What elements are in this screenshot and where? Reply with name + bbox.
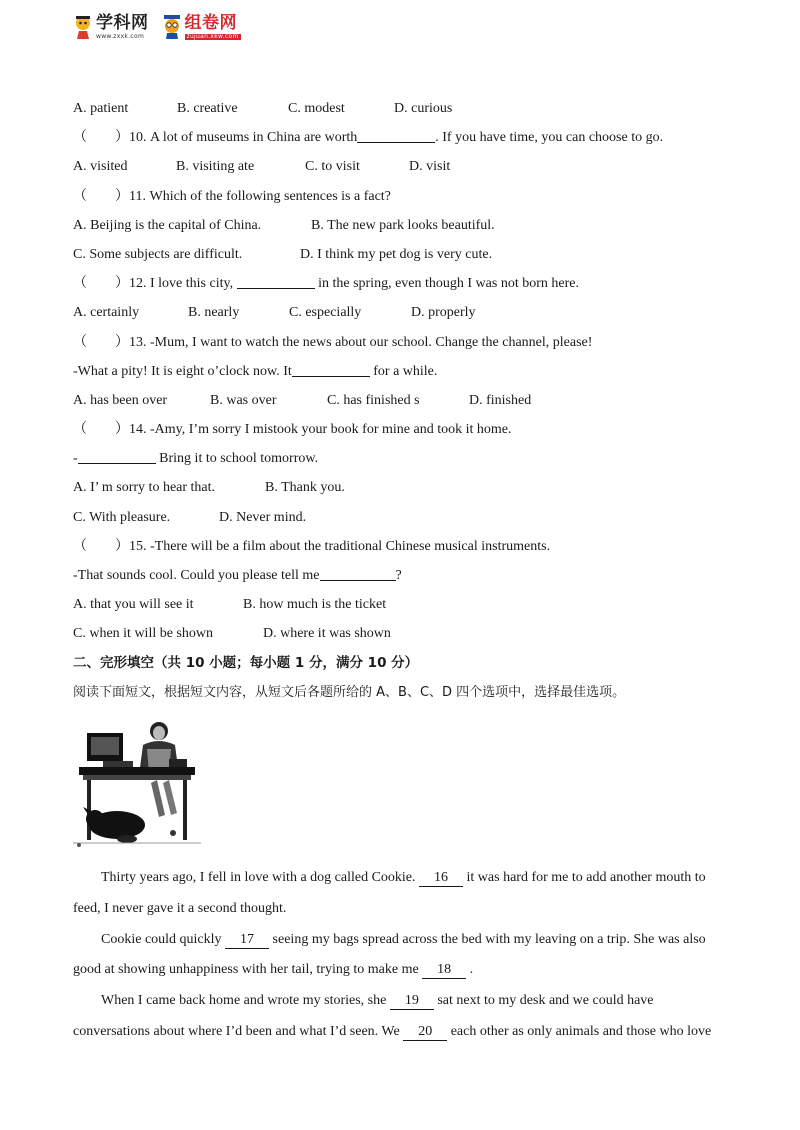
- q13-stem: [73, 328, 733, 357]
- q10-options: [73, 152, 733, 181]
- q12-stem: [73, 269, 733, 298]
- q15-dialogue-post: ?: [395, 568, 402, 583]
- passage-line-4: [73, 955, 733, 986]
- passage-line-3: [73, 925, 733, 956]
- q13-option-c[interactable]: C. has finished s: [327, 392, 420, 408]
- q14-answer-paren[interactable]: （ ）: [73, 422, 129, 438]
- zujuan-logo[interactable]: [161, 14, 241, 40]
- q11-answer-paren[interactable]: （ ）: [73, 188, 129, 204]
- passage-text: sat next to my desk and we could have: [433, 993, 654, 1009]
- q11-options-row1: [73, 211, 733, 240]
- q15-blank[interactable]: [320, 565, 396, 581]
- passage-text: .: [466, 962, 474, 978]
- blank-19[interactable]: 19: [390, 993, 434, 1010]
- blank-16[interactable]: 16: [419, 870, 463, 887]
- q15-answer-paren[interactable]: （ ）: [73, 538, 129, 554]
- zxxk-logo[interactable]: [72, 14, 149, 40]
- q12-blank[interactable]: [237, 273, 315, 289]
- q11-options-row2: [73, 240, 733, 269]
- q14-text: 14. -Amy, I’m sorry I mistook your book for mine and took it home.: [129, 422, 512, 438]
- q15-option-c[interactable]: C. when it will be shown: [73, 626, 213, 642]
- q15-dialogue: [73, 561, 733, 590]
- blank-18[interactable]: 18: [422, 962, 466, 979]
- q12-option-d[interactable]: D. properly: [411, 305, 476, 321]
- q13-dialogue: [73, 357, 733, 386]
- q12-answer-paren[interactable]: （ ）: [73, 276, 129, 292]
- q14-dialogue-pre: -: [73, 451, 78, 467]
- q13-blank[interactable]: [292, 361, 370, 377]
- q11-stem: [73, 182, 733, 211]
- q9-option-b[interactable]: B. creative: [177, 101, 238, 116]
- q15-options-row1: [73, 590, 733, 619]
- q15-option-a[interactable]: A. that you will see it: [73, 597, 194, 613]
- passage-photo: [73, 715, 201, 853]
- q11-option-d[interactable]: D. I think my pet dog is very cute.: [300, 246, 493, 262]
- logo2-title: 组卷网: [184, 12, 237, 33]
- q9-option-c[interactable]: C. modest: [288, 101, 345, 116]
- q12-options: [73, 298, 733, 327]
- question-content: [73, 94, 733, 1048]
- q15-text: 15. -There will be a film about the traditional Chinese musical instruments.: [129, 538, 551, 554]
- q11-option-b[interactable]: B. The new park looks beautiful.: [311, 217, 495, 233]
- cloze-passage: [73, 863, 733, 1048]
- q13-text: 13. -Mum, I want to watch the news about our school. Change the channel, please!: [129, 334, 593, 350]
- q15-options-row2: [73, 619, 733, 648]
- q9-option-a[interactable]: A. patient: [73, 101, 129, 116]
- q10-blank[interactable]: [357, 127, 435, 143]
- mascot-icon: [72, 14, 94, 40]
- q11-option-c[interactable]: C. Some subjects are difficult.: [73, 246, 243, 262]
- section-instruction: 阅读下面短文，根据短文内容，从短文后各题所给的 A、B、C、D 四个选项中，选择最佳选项。: [73, 684, 626, 700]
- q14-options-row1: [73, 473, 733, 502]
- passage-text: conversations about where I’d been and what I’d seen. We: [73, 1023, 404, 1039]
- q14-option-b[interactable]: B. Thank you.: [265, 480, 345, 496]
- q12-option-b[interactable]: B. nearly: [188, 305, 240, 321]
- q13-option-b[interactable]: B. was over: [210, 392, 277, 408]
- q10-stem: [73, 123, 733, 152]
- logo1-url: www.zxxk.com: [96, 32, 145, 40]
- q13-options: [73, 386, 733, 415]
- q14-option-d[interactable]: D. Never mind.: [219, 509, 307, 525]
- q13-dialogue-post: for a while.: [369, 363, 438, 379]
- q14-dialogue: [73, 444, 733, 473]
- section-title-cloze: 二、完形填空（共 10 小题；每小题 1 分，满分 10 分）: [73, 654, 419, 671]
- passage-text: it was hard for me to add another mouth to: [463, 869, 706, 885]
- passage-line-1: [73, 863, 733, 894]
- q14-options-row2: [73, 503, 733, 532]
- q12-option-a[interactable]: A. certainly: [73, 305, 140, 321]
- q13-option-a[interactable]: A. has been over: [73, 392, 168, 408]
- passage-line-2: [73, 894, 733, 925]
- passage-text: Cookie could quickly: [101, 931, 226, 947]
- logo2-url: zujuan.xkw.com: [186, 32, 239, 40]
- passage-text: feed, I never gave it a second thought.: [73, 900, 287, 916]
- q10-text-pre: 10. A lot of museums in China are worth: [129, 130, 358, 146]
- q15-option-d[interactable]: D. where it was shown: [263, 626, 391, 642]
- passage-line-6: [73, 1017, 733, 1048]
- q13-dialogue-pre: -What a pity! It is eight o’clock now. It: [73, 363, 292, 379]
- q15-option-b[interactable]: B. how much is the ticket: [243, 597, 387, 613]
- passage-text: good at showing unhappiness with her tail, trying to make me: [73, 962, 423, 978]
- q10-answer-paren[interactable]: （ ）: [73, 130, 129, 146]
- q14-dialogue-post: Bring it to school tomorrow.: [155, 451, 319, 467]
- blank-20[interactable]: 20: [403, 1024, 447, 1041]
- logo1-title: 学科网: [96, 12, 149, 33]
- q13-option-d[interactable]: D. finished: [469, 392, 532, 408]
- q14-option-a[interactable]: A. I’ m sorry to hear that.: [73, 480, 216, 496]
- passage-text: each other as only animals and those who love: [447, 1023, 712, 1039]
- passage-text: Thirty years ago, I fell in love with a dog called Cookie.: [101, 869, 420, 885]
- blank-17[interactable]: 17: [225, 932, 269, 949]
- q12-option-c[interactable]: C. especially: [289, 305, 362, 321]
- passage-text: seeing my bags spread across the bed with my leaving on a trip. She was also: [269, 931, 706, 947]
- q9-option-d[interactable]: D. curious: [394, 101, 453, 116]
- page-header: [72, 10, 253, 44]
- q10-option-d[interactable]: D. visit: [409, 159, 451, 175]
- q15-dialogue-pre: -That sounds cool. Could you please tell me: [73, 568, 320, 583]
- q14-option-c[interactable]: C. With pleasure.: [73, 509, 171, 525]
- q10-option-c[interactable]: C. to visit: [305, 159, 360, 175]
- q11-option-a[interactable]: A. Beijing is the capital of China.: [73, 217, 262, 233]
- q12-text-post: in the spring, even though I was not born here.: [314, 276, 579, 292]
- owl-icon: [161, 14, 183, 40]
- q14-stem: [73, 415, 733, 444]
- q10-option-b[interactable]: B. visiting ate: [176, 159, 255, 175]
- q13-answer-paren[interactable]: （ ）: [73, 334, 129, 350]
- q11-text: 11. Which of the following sentences is a fact?: [129, 188, 391, 204]
- q15-stem: [73, 532, 733, 561]
- passage-text: When I came back home and wrote my stories, she: [101, 993, 390, 1009]
- q9-options: [73, 94, 733, 123]
- q12-text-pre: 12. I love this city,: [129, 276, 237, 292]
- q10-text-post: . If you have time, you can choose to go.: [435, 130, 664, 146]
- q14-blank[interactable]: [78, 448, 156, 464]
- q10-option-a[interactable]: A. visited: [73, 159, 128, 175]
- passage-line-5: [73, 986, 733, 1017]
